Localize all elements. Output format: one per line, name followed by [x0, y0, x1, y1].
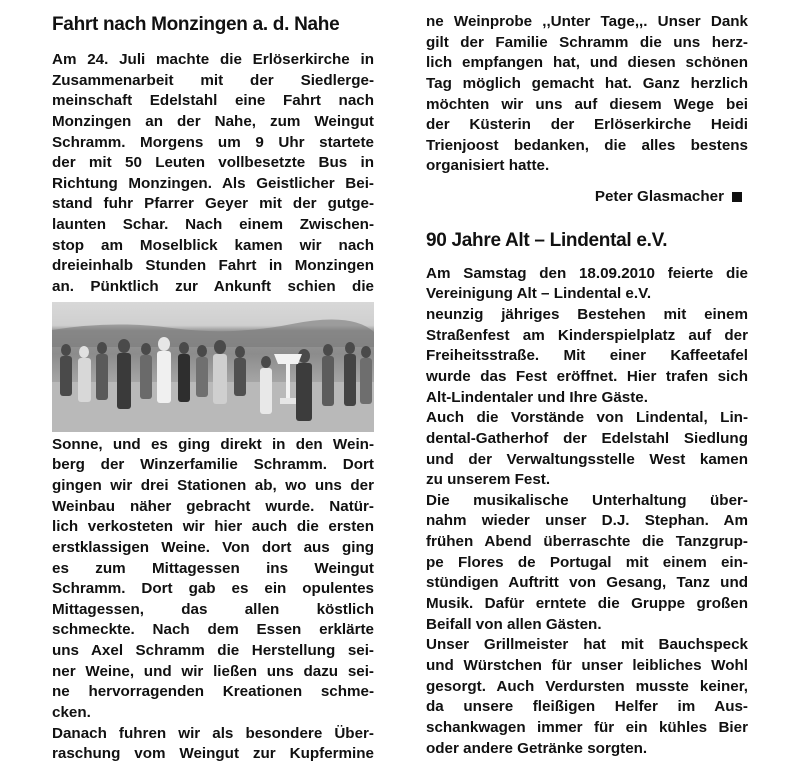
text-line: nahm wieder unser D.J. Stephan. Am — [426, 512, 748, 530]
text-line: schmeckte. Nach dem Essen erklärte — [52, 621, 374, 639]
text-line: Unser Grillmeister hat mit Bauchspeck — [426, 636, 748, 654]
text-line: der mit 50 Leuten vollbesetzte Bus in — [52, 154, 374, 172]
author-name: Peter Glasmacher — [594, 188, 724, 206]
text-line: berg der Winzerfamilie Schramm. Dort — [52, 456, 374, 474]
text-line: Danach fuhren wir als besondere Über- — [52, 724, 374, 742]
text-line: zu unserem Fest. — [426, 471, 551, 489]
text-line: lich empfangen hat, und diesen schönen — [426, 54, 748, 72]
text-line: frühen Abend überraschte die Tanzgrup- — [426, 533, 748, 551]
text-line: cken. — [52, 704, 91, 722]
author-signature — [426, 187, 748, 208]
text-line: neunzig jähriges Bestehen mit einem — [426, 306, 748, 324]
text-line: Zusammenarbeit mit der Siedlerge- — [52, 71, 374, 89]
text-line: der Küsterin der Erlöserkirche Heidi — [426, 116, 748, 134]
article-body — [52, 50, 374, 765]
text-line: und Würstchen für unser leibliches Wohl — [426, 656, 748, 674]
text-line: Musik. Dafür erntete die Gruppe großen — [426, 595, 748, 613]
article-title-2: 90 Jahre Alt – Lindental e.V. — [426, 229, 668, 251]
text-line: Tag möglich gemacht hat. Ganz herzlich — [426, 74, 748, 92]
text-line: Vereinigung Alt – Lindental e.V. — [426, 285, 652, 303]
text-line: stand fuhr Pfarrer Geyer mit der gutge- — [52, 195, 374, 213]
text-line: schankwagen immer für ein kühles Bier — [426, 718, 748, 736]
text-line: Am Samstag den 18.09.2010 feierte die — [426, 264, 748, 282]
text-line: Alt-Lindentaler und Ihre Gäste. — [426, 388, 648, 406]
text-line: meinschaft Edelstahl eine Fahrt nach — [52, 92, 374, 110]
text-line: Am 24. Juli machte die Erlöserkirche in — [52, 51, 374, 68]
left-column — [52, 0, 374, 765]
text-line: stündigen Auftritt von Gesang, Tanz und — [426, 574, 748, 592]
text-line: Freiheitsstraße. Mit einer Kaffeetafel — [426, 347, 748, 365]
text-line: Die musikalische Unterhaltung über- — [426, 491, 748, 509]
text-line: es zum Mittagessen ins Weingut — [52, 559, 374, 577]
text-line: Beifall von allen Gästen. — [426, 615, 602, 633]
text-line: ner Weine, und wir ließen uns dazu sei- — [52, 662, 374, 680]
text-line: pe Flores de Portugal mit einem ein- — [426, 553, 748, 571]
text-line: organisiert hatte. — [426, 157, 550, 175]
text-line: gesorgt. Auch Verdursten musste keiner, — [426, 677, 748, 695]
text-line: Trienjoost bedanken, die alles bestens — [426, 136, 748, 154]
article-continued — [426, 12, 748, 177]
text-line: Schramm. Dort gab es ein opulentes — [52, 580, 374, 598]
text-line: Straßenfest am Kinderspielplatz auf der — [426, 326, 748, 344]
text-line: Richtung Monzingen. Als Geistlicher Bei- — [52, 174, 374, 192]
photo-illustration — [52, 302, 374, 432]
text-line: oder andere Getränke sorgten. — [426, 739, 648, 757]
text-line: erstklassigen Weine. Von dort aus ging — [52, 538, 374, 556]
text-line: ne Weinprobe ,,Unter Tage,,. Unser Dank — [426, 13, 748, 30]
text-line: gingen wir drei Stationen ab, wo uns der — [52, 476, 374, 494]
text-line: Weinbau näher gebracht wurde. Natür- — [52, 497, 374, 515]
text-line: dreieinhalb Stunden Fahrt in Monzingen — [52, 257, 374, 275]
text-line: uns Axel Schramm die Herstellung sei- — [52, 642, 374, 660]
text-line: und der Verwaltungsstelle West kamen — [426, 450, 748, 468]
text-line: ne hervorragenden Kreationen schme- — [52, 683, 374, 701]
group-photo — [52, 302, 374, 432]
text-line: dental-Gatherhof der Edelstahl Siedlung — [426, 429, 748, 447]
text-line: gilt der Familie Schramm die uns herz- — [426, 33, 748, 51]
end-mark-icon — [732, 192, 742, 202]
right-column — [426, 0, 748, 759]
text-line: stop am Moselblick kamen wir nach — [52, 236, 374, 254]
text-line: Mittagessen, das allen köstlich — [52, 600, 374, 618]
text-line: Schramm. Morgens um 9 Uhr startete — [52, 133, 374, 151]
text-line: Sonne, und es ging direkt in den Wein- — [52, 435, 374, 453]
text-line: Auch die Vorstände von Lindental, Lin- — [426, 409, 748, 427]
text-line: Monzingen an der Nahe, zum Weingut — [52, 112, 374, 130]
article-title: Fahrt nach Monzingen a. d. Nahe — [52, 14, 340, 35]
text-line: da unsere fleißigen Helfer im Aus- — [426, 698, 748, 716]
text-line: raschung vom Weingut zur Kupfermine — [52, 745, 374, 763]
text-line: an. Pünktlich zur Ankunft schien die — [52, 278, 374, 296]
article-body-2 — [426, 264, 748, 759]
text-line: wurde das Fest eröffnet. Hier trafen sich — [426, 367, 748, 385]
text-line: launten Schar. Nach einem Zwischen- — [52, 216, 374, 234]
text-line: möchten wir uns auf diesem Wege bei — [426, 95, 748, 113]
text-line: lich verkosteten wir hier auch die ersten — [52, 518, 374, 536]
